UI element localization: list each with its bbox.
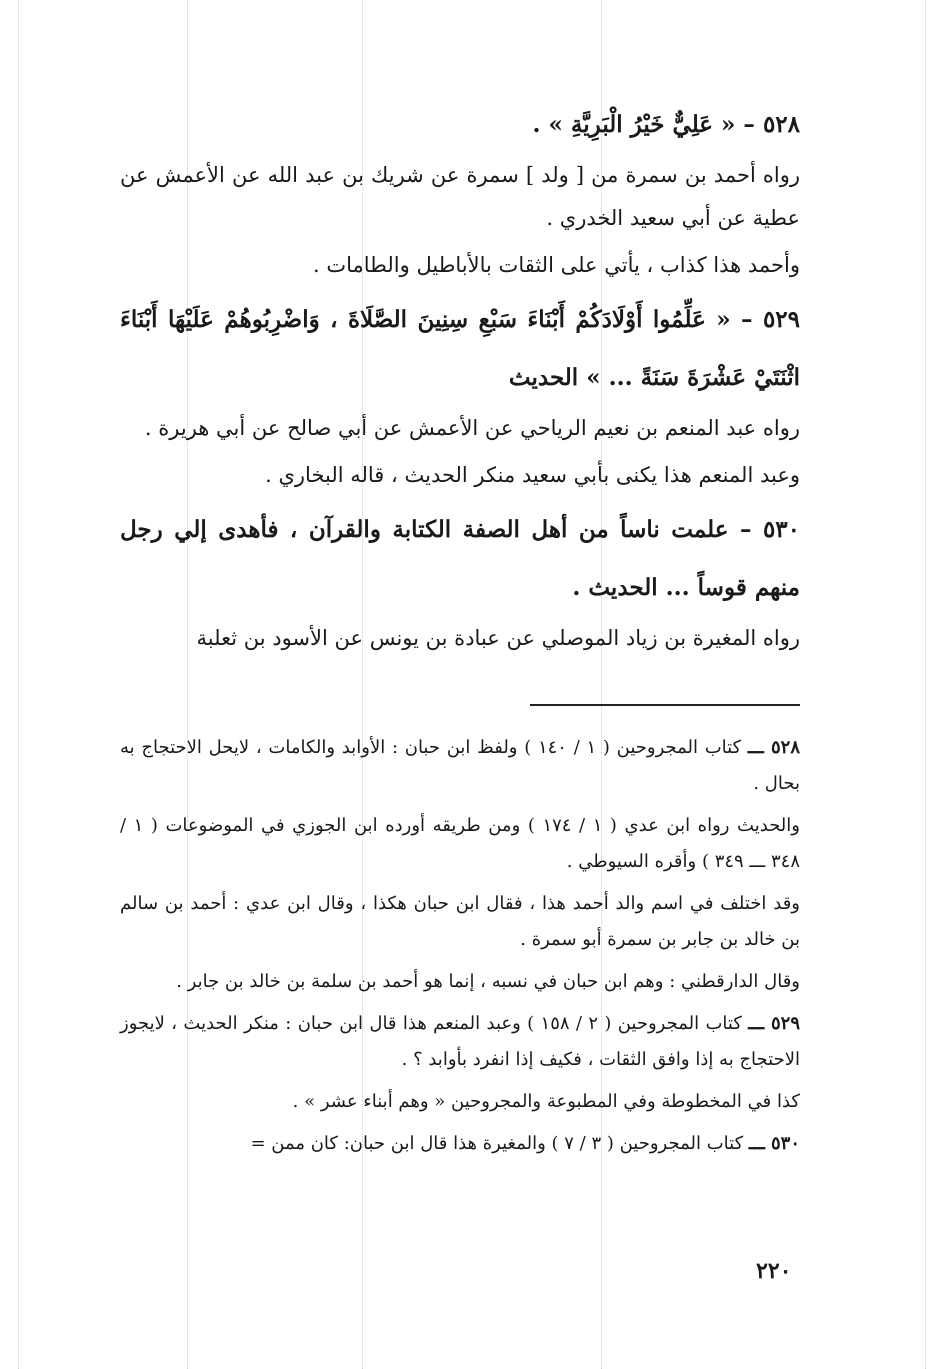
footnote-529-para: كذا في المخطوطة وفي المطبوعة والمجروحين « وهم أبناء عشر » . xyxy=(292,1091,800,1112)
comment-529: وعبد المنعم هذا يكنى بأبي سعيد منكر الحديث ، قاله البخاري . xyxy=(265,463,800,487)
comment-528: وأحمد هذا كذاب ، يأتي على الثقات بالأباطيل والطامات . xyxy=(313,253,800,277)
footnote-528-para: وقد اختلف في اسم والد أحمد هذا ، فقال ابن حبان هكذا ، وقال ابن عدي : أحمد بن سالم بن خالد بن جابر بن سمرة أبو سمرة . xyxy=(120,893,800,950)
margin-guide-line xyxy=(18,0,19,1369)
hadith-530: ٥٣٠ – علمت ناساً من أهل الصفة الكتابة والقرآن ، فأهدى إلي رجل منهم قوساً ... الحديث . xyxy=(120,516,800,601)
footnote-529 xyxy=(120,1006,800,1078)
narration-530: رواه المغيرة بن زياد الموصلي عن عبادة بن يونس عن الأسود بن ثعلبة xyxy=(196,626,800,650)
footnote-number: ٥٢٩ ـــ xyxy=(748,1013,800,1034)
main-text xyxy=(120,96,800,664)
margin-guide-line xyxy=(925,0,926,1369)
hadith-528: ٥٢٨ – « عَلِيٌّ خَيْرُ الْبَرِيَّةِ » . xyxy=(532,111,800,138)
footnote-530 xyxy=(120,1126,800,1162)
footnote-528-para: والحديث رواه ابن عدي ( ١ / ١٧٤ ) ومن طريقه أورده ابن الجوزي في الموضوعات ( ١ / ٣٤٨ ـــ ٣٤٩ ) وأقره السيوطي . xyxy=(120,815,800,872)
footnote-528-para: وقال الدارقطني : وهم ابن حبان في نسبه ، إنما هو أحمد بن سلمة بن خالد بن جابر . xyxy=(176,971,800,992)
footnote-text: كتاب المجروحين ( ٣ / ٧ ) والمغيرة هذا قال ابن حبان: كان ممن = xyxy=(250,1133,744,1154)
footnote-528 xyxy=(120,730,800,802)
footnote-number: ٥٢٨ ـــ xyxy=(747,737,800,758)
footnote-text: كتاب المجروحين ( ١ / ١٤٠ ) ولفظ ابن حبان : الأوابد والكامات ، لايحل الاحتجاج به بحال . xyxy=(120,737,800,794)
footnote-separator xyxy=(530,704,800,706)
hadith-529: ٥٢٩ – « عَلِّمُوا أَوْلَادَكُمْ أَبْنَاءَ سَبْعِ سِنِينَ الصَّلَاةَ ، وَاضْرِبُوهُمْ عَلَيْهَا أَبْنَاءَ اثْنَتَيْ عَشْرَةَ سَنَةً ... » الحديث xyxy=(120,306,800,391)
footnote-text: كتاب المجروحين ( ٢ / ١٥٨ ) وعبد المنعم هذا قال ابن حبان : منكر الحديث ، لايجوز الاحتجاج به إذا وافق الثقات ، فكيف إذا انفرد بأوابد ؟ . xyxy=(120,1013,800,1070)
footnote-number: ٥٣٠ ـــ xyxy=(748,1133,800,1154)
page-number: ٢٢٠ xyxy=(756,1258,792,1284)
narration-528: رواه أحمد بن سمرة من [ ولد ] سمرة عن شريك بن عبد الله عن الأعمش عن عطية عن أبي سعيد الخدري . xyxy=(120,163,800,230)
footnotes xyxy=(120,730,800,1168)
narration-529: رواه عبد المنعم بن نعيم الرياحي عن الأعمش عن أبي صالح عن أبي هريرة . xyxy=(144,416,800,440)
